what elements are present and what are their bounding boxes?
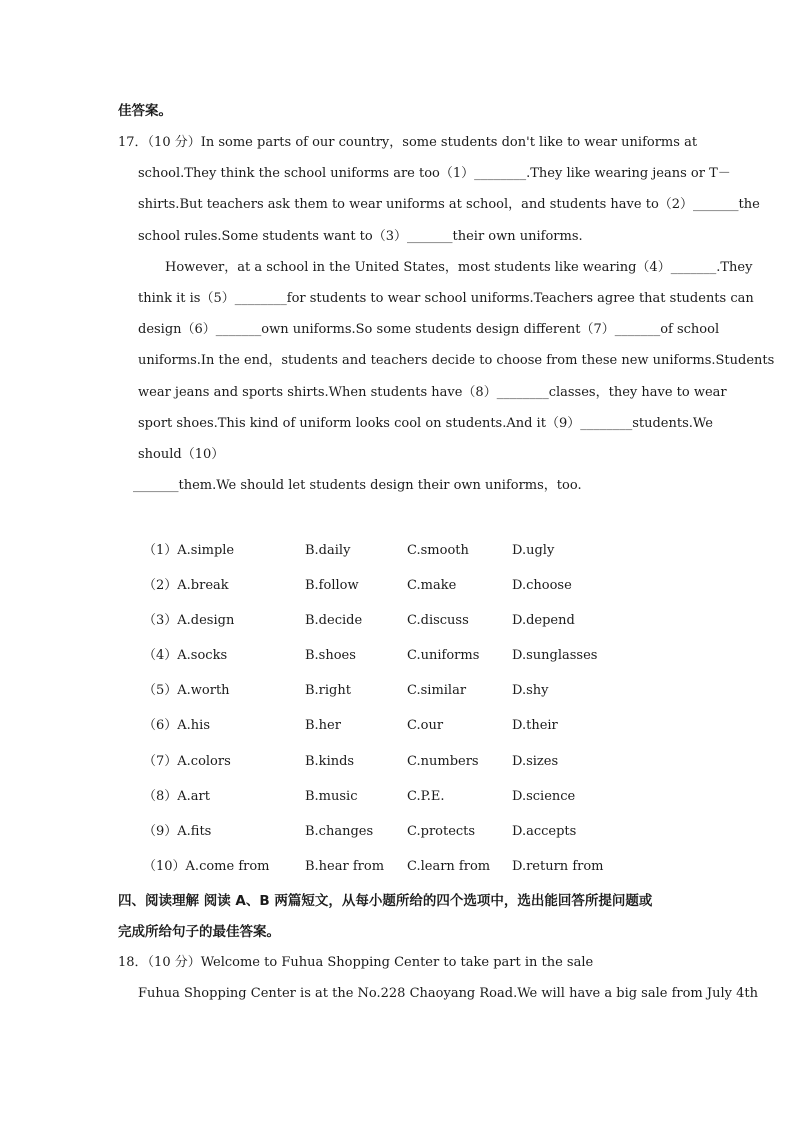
option-b[interactable]: B.decide <box>305 613 363 628</box>
option-d[interactable]: D.their <box>512 718 558 733</box>
option-b[interactable]: B.shoes <box>305 648 356 663</box>
option-b[interactable]: B.her <box>305 718 341 733</box>
option-c[interactable]: C.our <box>407 718 444 733</box>
q18-title: 18．（10 分）Welcome to Fuhua Shopping Center to take part in the sale <box>118 955 594 970</box>
option-a[interactable]: （9）A.fits <box>143 824 212 839</box>
option-d[interactable]: D.shy <box>512 683 549 698</box>
q17-line-3: shirts.But teachers ask them to wear uniforms at school，and students have to（2）_______the <box>138 197 760 212</box>
option-c[interactable]: C.make <box>407 578 457 593</box>
option-c[interactable]: C.protects <box>407 824 476 839</box>
option-c[interactable]: C.discuss <box>407 613 469 628</box>
option-a[interactable]: （2）A.break <box>143 578 229 593</box>
option-d[interactable]: D.choose <box>512 578 572 593</box>
option-d[interactable]: D.ugly <box>512 543 555 558</box>
section-4-line-2: 完成所给句子的最佳答案。 <box>118 924 280 940</box>
q17-line-6: think it is（5）________for students to wear school uniforms.Teachers agree that students can <box>138 291 754 306</box>
option-d[interactable]: D.science <box>512 789 576 804</box>
option-b[interactable]: B.daily <box>305 543 351 558</box>
option-d[interactable]: D.sizes <box>512 754 559 769</box>
section-4-line-1: 四、阅读理解 阅读 A、B 两篇短文，从每小题所给的四个选项中，选出能回答所提问题或 <box>118 893 653 909</box>
q17-line-12: _______them.We should let students design their own uniforms，too. <box>133 478 582 493</box>
option-b[interactable]: B.changes <box>305 824 374 839</box>
option-a[interactable]: （3）A.design <box>143 613 235 628</box>
q17-line-10: sport shoes.This kind of uniform looks cool on students.And it（9）________students.We <box>138 416 713 431</box>
option-b[interactable]: B.right <box>305 683 351 698</box>
q17-line-7: design（6）_______own uniforms.So some students design different（7）_______of school <box>138 322 720 337</box>
option-d[interactable]: D.accepts <box>512 824 577 839</box>
q17-line-2: school.They think the school uniforms are too（1）________.They like wearing jeans or T－ <box>138 166 731 181</box>
option-c[interactable]: C.numbers <box>407 754 479 769</box>
header-tail: 佳答案。 <box>118 103 172 119</box>
option-b[interactable]: B.music <box>305 789 358 804</box>
q17-line-5: However，at a school in the United States，most students like wearing（4）_______.They <box>165 260 753 275</box>
option-c[interactable]: C.uniforms <box>407 648 480 663</box>
option-b[interactable]: B.follow <box>305 578 359 593</box>
q17-line-4: school rules.Some students want to（3）_______their own uniforms. <box>138 229 583 244</box>
q17-line-9: wear jeans and sports shirts.When students have（8）________classes，they have to wear <box>138 385 727 400</box>
option-d[interactable]: D.sunglasses <box>512 648 598 663</box>
option-c[interactable]: C.similar <box>407 683 467 698</box>
q17-line-11: should（10） <box>138 447 225 462</box>
option-a[interactable]: （8）A.art <box>143 789 210 804</box>
option-d[interactable]: D.depend <box>512 613 575 628</box>
option-a[interactable]: （7）A.colors <box>143 754 231 769</box>
option-b[interactable]: B.hear from <box>305 859 385 874</box>
option-a[interactable]: （1）A.simple <box>143 543 235 558</box>
q18-line-1: Fuhua Shopping Center is at the No.228 Chaoyang Road.We will have a big sale from July 4th <box>138 986 758 1001</box>
option-a[interactable]: （4）A.socks <box>143 648 228 663</box>
option-c[interactable]: C.learn from <box>407 859 491 874</box>
q17-line-8: uniforms.In the end，students and teachers decide to choose from these new uniforms.Students <box>138 353 775 368</box>
option-a[interactable]: （6）A.his <box>143 718 210 733</box>
option-d[interactable]: D.return from <box>512 859 604 874</box>
option-a[interactable]: （10）A.come from <box>143 859 270 874</box>
q17-line-1: 17．（10 分）In some parts of our country，some students don't like to wear uniforms at <box>118 135 698 150</box>
option-b[interactable]: B.kinds <box>305 754 355 769</box>
option-c[interactable]: C.smooth <box>407 543 469 558</box>
option-a[interactable]: （5）A.worth <box>143 683 230 698</box>
option-c[interactable]: C.P.E. <box>407 789 445 804</box>
